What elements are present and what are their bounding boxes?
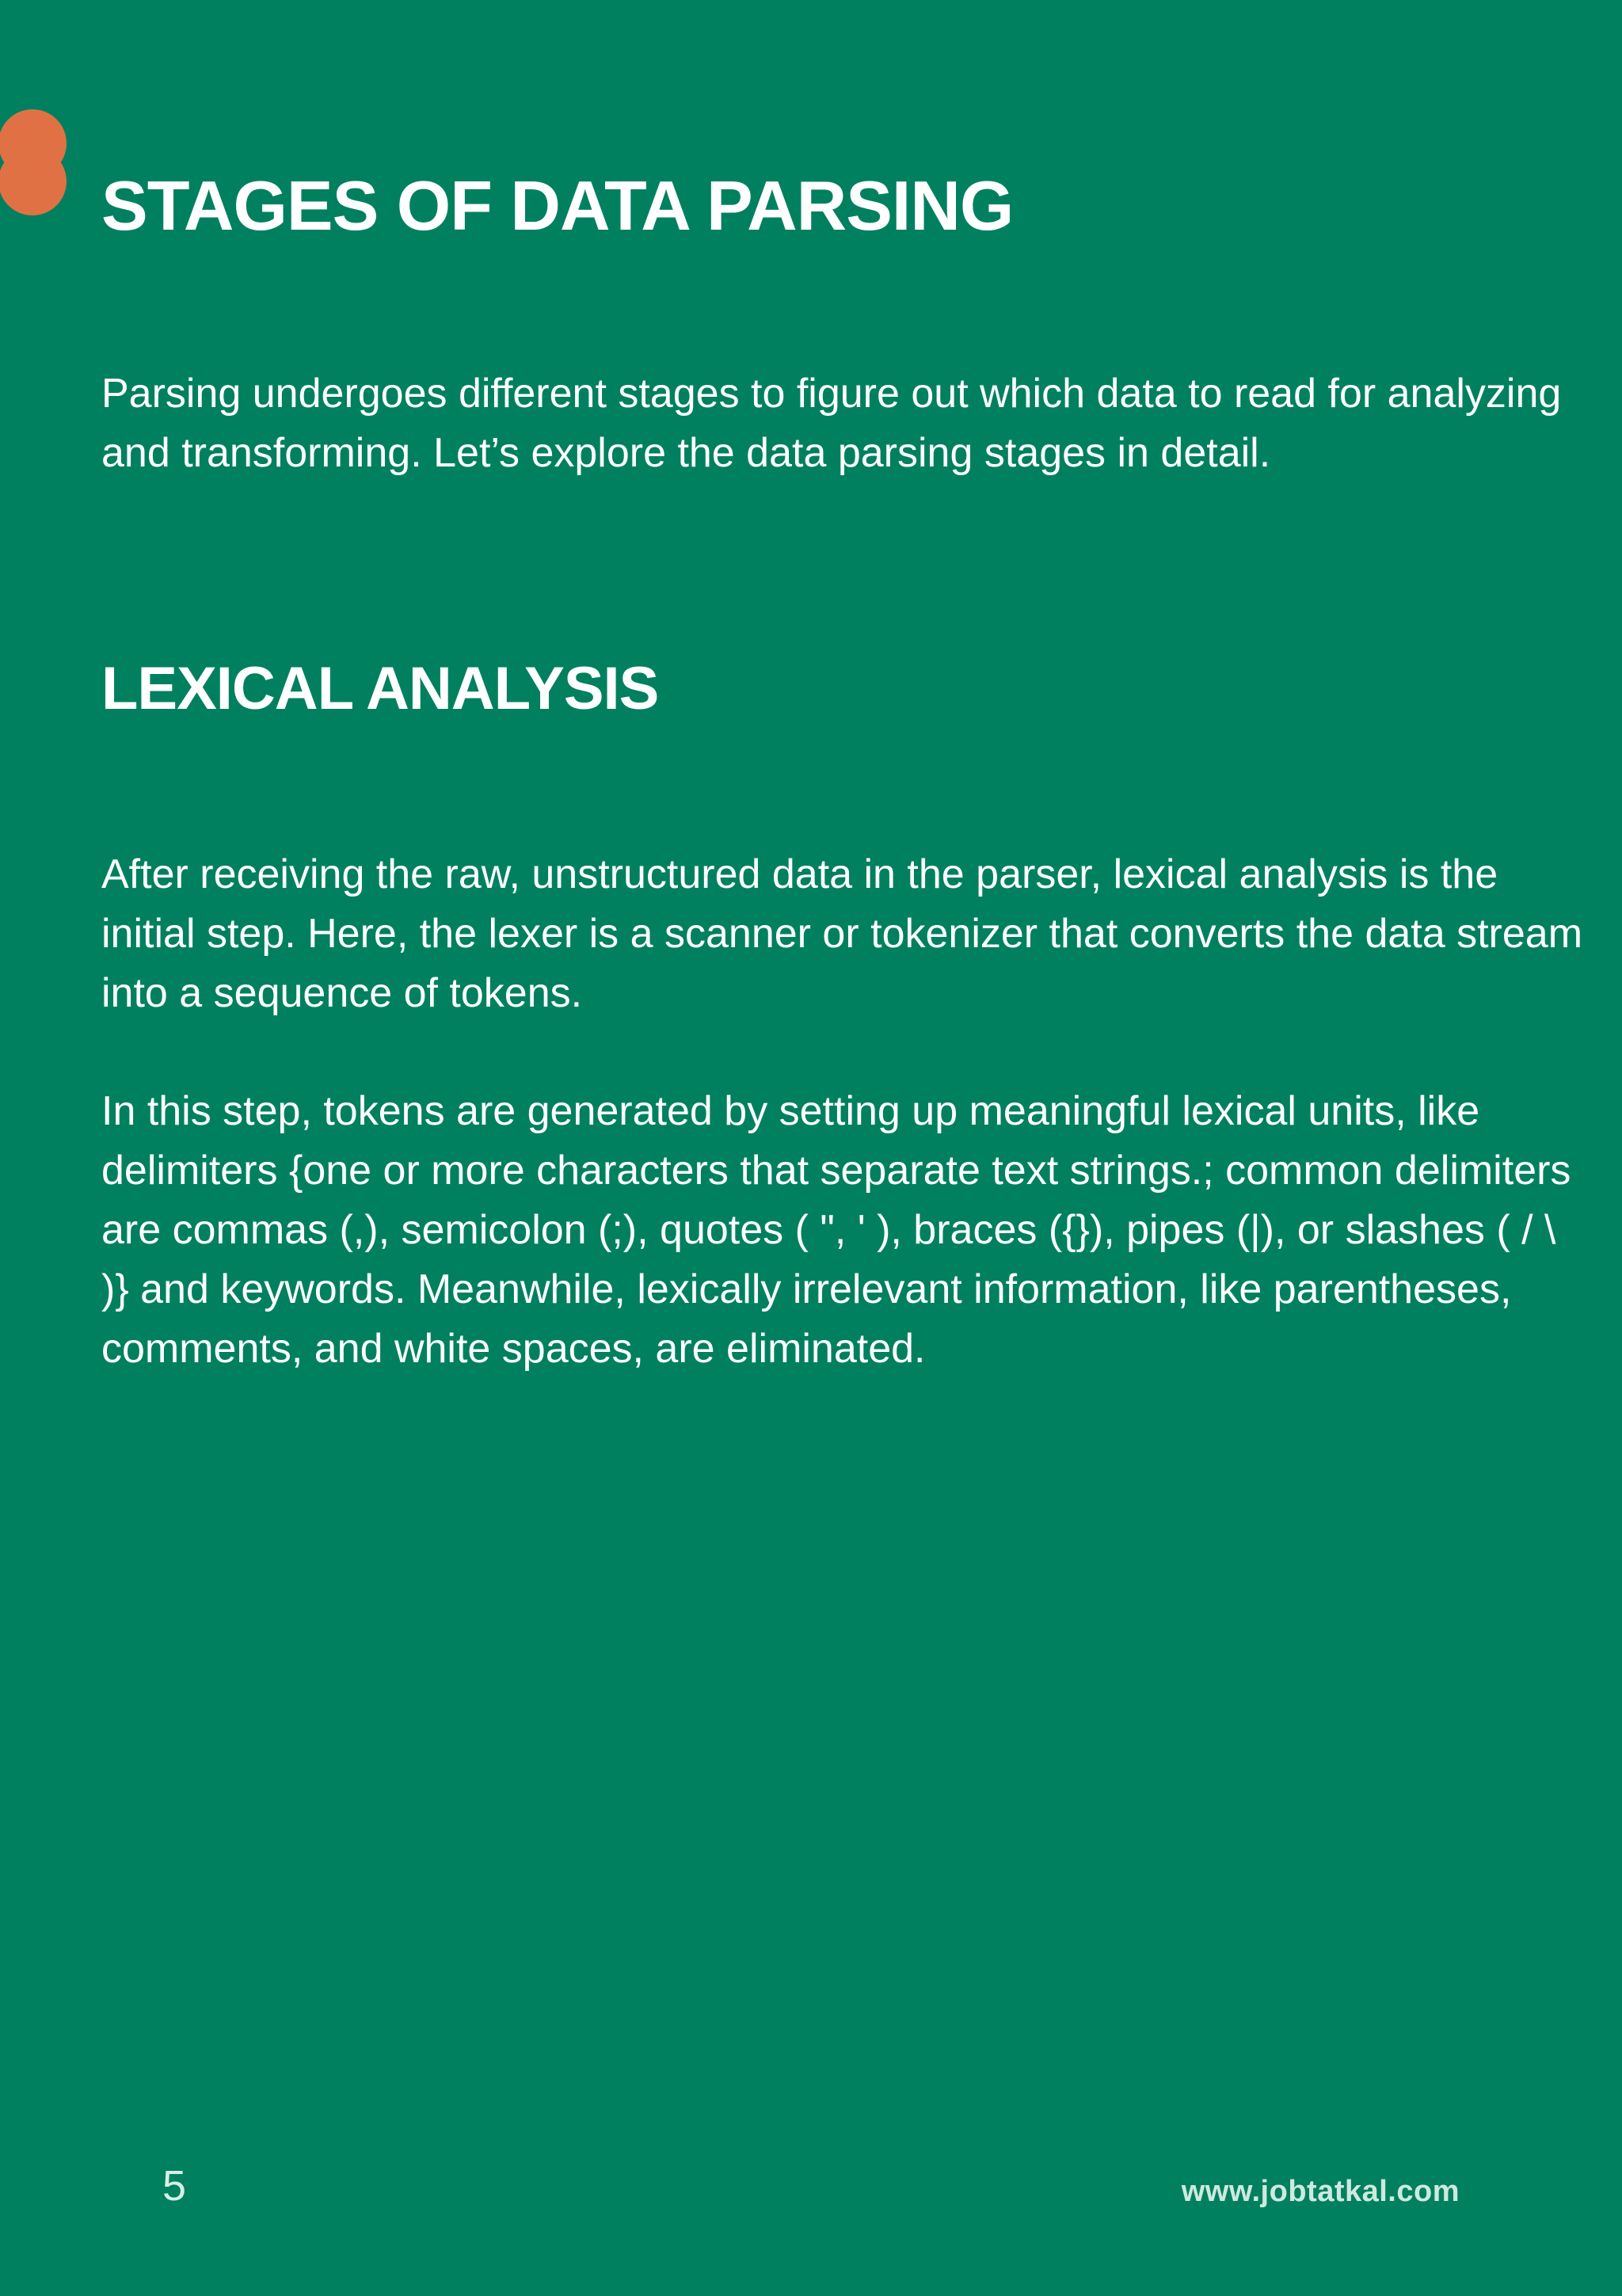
lexical-analysis-paragraph-2: In this step, tokens are generated by setting up meaningful lexical units, like delimiters {one or more characters that separate text strings.; common delimiters are commas (,), semicolon (;), quotes ( ", ' ), braces ({}), pipes (|), or slashes ( / \ )} and keywords. Meanwhile, lexically irrelevant information, like parentheses, comments, and white spaces, are eliminated. <box>101 1088 1571 1372</box>
accent-dot-decoration <box>0 147 67 215</box>
website-url: www.jobtatkal.com <box>1181 2175 1460 2208</box>
intro-paragraph: Parsing undergoes different stages to figure out which data to read for analyzing and transforming. Let’s explore the data parsing stages in detail. <box>101 371 1562 476</box>
section-heading: LEXICAL ANALYSIS <box>101 655 659 722</box>
page-number: 5 <box>162 2162 187 2210</box>
lexical-analysis-paragraph-1: After receiving the raw, unstructured data in the parser, lexical analysis is the initial step. Here, the lexer is a scanner or tokenizer that converts the data stream into a sequence of tokens. <box>101 851 1583 1016</box>
page-title: STAGES OF DATA PARSING <box>101 166 1014 245</box>
